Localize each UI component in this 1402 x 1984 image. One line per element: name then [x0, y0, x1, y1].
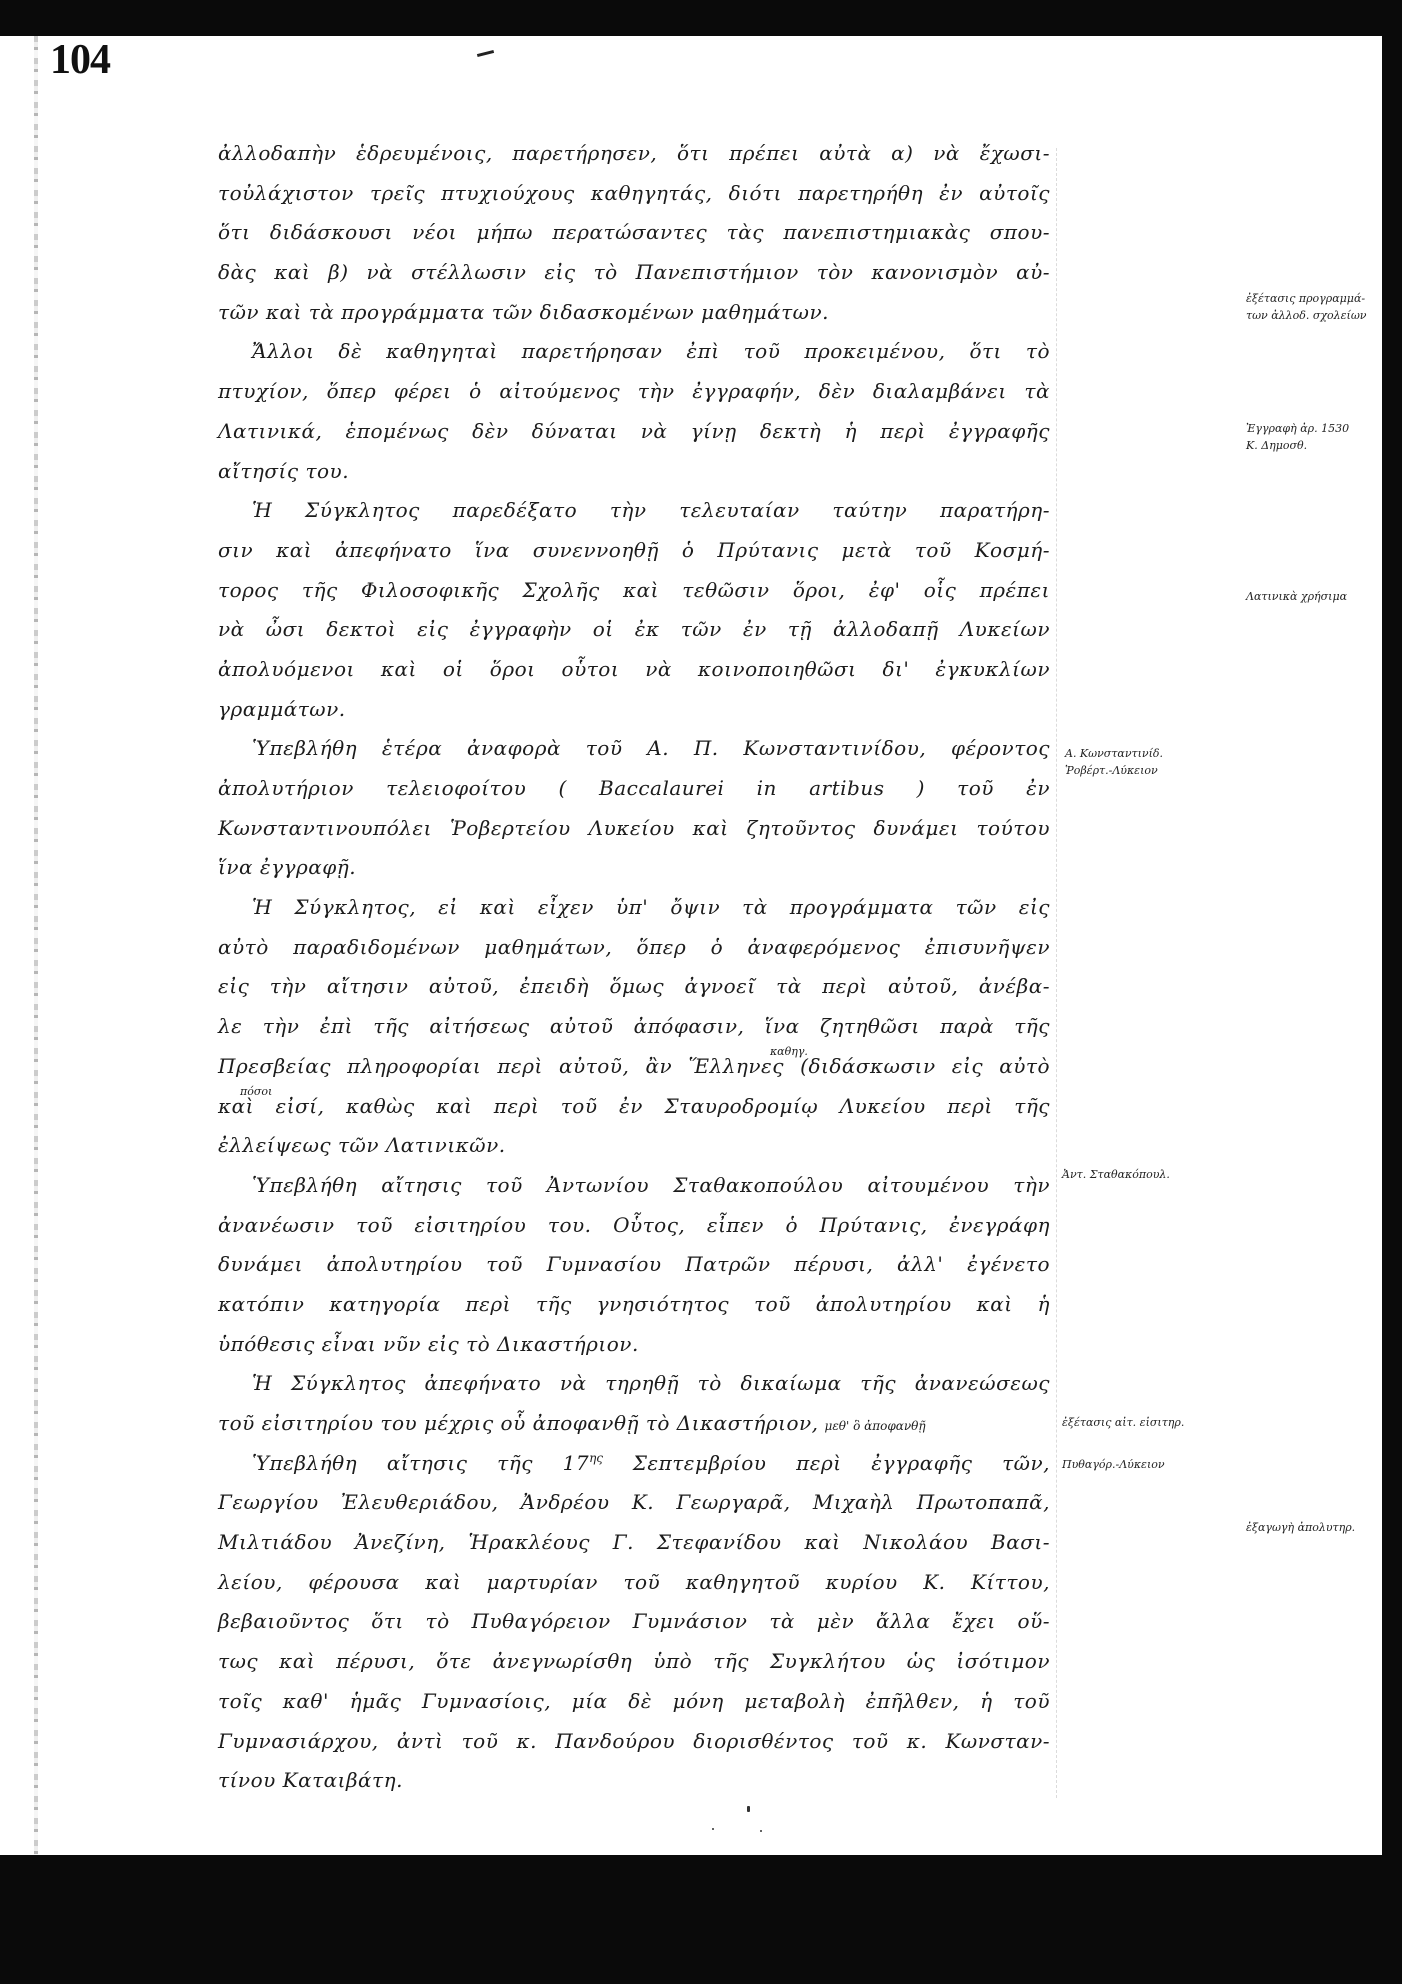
paragraph: [218, 134, 1050, 332]
text-line: δὰς καὶ β) νὰ στέλλωσιν εἰς τὸ Πανεπιστήμιον τὸν κανονισμὸν αὐ-: [218, 260, 1050, 285]
text-line: ἀπολυτήριον τελειοφοίτου ( Baccalaurei in artibus ) τοῦ ἐν: [218, 776, 1050, 800]
margin-note-line: των ἀλλοδ. σχολείων: [1246, 309, 1367, 322]
margin-note-line: ἐξαγωγὴ ἀπολυτηρ.: [1246, 1521, 1356, 1534]
text-line: λε τὴν ἐπὶ τῆς αἰτήσεως αὐτοῦ ἀπόφασιν, ἵνα ζητηθῶσι παρὰ τῆς: [218, 1014, 1050, 1039]
text-line: σιν καὶ ἀπεφήνατο ἵνα συνεννοηθῇ ὁ Πρύτανις μετὰ τοῦ Κοσμή-: [218, 537, 1050, 562]
text-line: Ἡ Σύγκλητος ἀπεφήνατο νὰ τηρηθῇ τὸ δικαίωμα τῆς ἀνανεώσεως: [252, 1371, 1050, 1396]
margin-note-line: Λατινικὰ χρήσιμα: [1246, 590, 1348, 603]
text-line: τοὐλάχιστον τρεῖς πτυχιούχους καθηγητάς, διότι παρετηρήθη ἐν αὐτοῖς: [218, 180, 1050, 205]
margin-note-line: Πυθαγόρ.-Λύκειον: [1062, 1458, 1165, 1471]
paragraph: [218, 1364, 1050, 1443]
text-line: Ὑπεβλήθη ἑτέρα ἀναφορὰ τοῦ Α. Π. Κωνσταντινίδου, φέροντος: [252, 736, 1050, 761]
text-line: τως καὶ πέρυσι, ὅτε ἀνεγνωρίσθη ὑπὸ τῆς Συγκλήτου ὡς ἰσότιμον: [218, 1649, 1050, 1674]
text-line: τῶν καὶ τὰ προγράμματα τῶν διδασκομένων μαθημάτων.: [218, 299, 829, 324]
text-line: ἀνανέωσιν τοῦ εἰσιτηρίου του. Οὗτος, εἶπεν ὁ Πρύτανις, ἐνεγράφη: [218, 1212, 1050, 1237]
text-segment: Σεπτεμβρίου περὶ ἐγγραφῆς τῶν,: [603, 1450, 1050, 1475]
paragraph: [218, 888, 1050, 1166]
margin-note: [1246, 1519, 1355, 1536]
margin-note: [1246, 420, 1349, 454]
text-line: ὑπόθεσις εἶναι νῦν εἰς τὸ Δικαστήριον.: [218, 1331, 639, 1356]
margin-note: [1062, 1166, 1170, 1183]
text-segment: Πρεσβείας πληροφορίαι περὶ αὐτοῦ, ἂν Ἕλληνες: [218, 1053, 784, 1078]
text-line: εἰς τὴν αἴτησιν αὐτοῦ, ἐπειδὴ ὅμως ἀγνοεῖ τὰ περὶ αὐτοῦ, ἀνέβα-: [218, 974, 1050, 999]
text-line: αἴτησίς του.: [218, 458, 350, 483]
margin-note-line: ἐξέτασις προγραμμά-: [1246, 292, 1366, 305]
text-line: ὅτι διδάσκουσι νέοι μήπω περατώσαντες τὰς πανεπιστημιακὰς σπου-: [218, 220, 1050, 245]
scan-speck: [712, 1828, 714, 1830]
text-line: ἵνα ἐγγραφῇ.: [218, 855, 357, 880]
text-line: λείου, φέρουσα καὶ μαρτυρίαν τοῦ καθηγητοῦ κυρίου Κ. Κίττου,: [218, 1569, 1050, 1594]
minutes-text: [218, 134, 1050, 1801]
margin-note: [1246, 290, 1367, 324]
ordinal-suffix: ης: [589, 1450, 603, 1465]
text-line: τοῖς καθ' ἡμᾶς Γυμνασίοις, μία δὲ μόνη μεταβολὴ ἐπῆλθεν, ἡ τοῦ: [218, 1688, 1050, 1713]
margin-note-line: Κ. Δημοσθ.: [1246, 439, 1308, 452]
text-line: νὰ ὦσι δεκτοὶ εἰς ἐγγραφὴν οἱ ἐκ τῶν ἐν τῇ ἀλλοδαπῇ Λυκείων: [218, 617, 1050, 642]
text-line: κατόπιν κατηγορία περὶ τῆς γνησιότητος τοῦ ἀπολυτηρίου καὶ ἡ: [218, 1291, 1050, 1316]
text-line: [218, 1404, 1050, 1444]
scan-border-right: [1382, 0, 1402, 1984]
text-line: [218, 1084, 1050, 1127]
text-line: Λατινικά, ἑπομένως δὲν δύναται νὰ γίνῃ δεκτὴ ἡ περὶ ἐγγραφῆς: [218, 418, 1050, 443]
text-line: ἀπολυόμενοι καὶ οἱ ὅροι οὗτοι νὰ κοινοποιηθῶσι δι' ἐγκυκλίων: [218, 656, 1050, 681]
scan-edge-left: [34, 36, 38, 1855]
paragraph: [218, 1444, 1050, 1801]
margin-note: [1246, 588, 1347, 605]
text-line: ἀλλοδαπὴν ἑδρευμένοις, παρετήρησεν, ὅτι πρέπει αὐτὰ α) νὰ ἔχωσι-: [218, 141, 1050, 165]
text-line: βεβαιοῦντος ὅτι τὸ Πυθαγόρειον Γυμνάσιον τὰ μὲν ἄλλα ἔχει οὕ-: [218, 1609, 1050, 1634]
text-line: τορος τῆς Φιλοσοφικῆς Σχολῆς καὶ τεθῶσιν ὅροι, ἐφ' οἷς πρέπει: [218, 577, 1050, 602]
margin-note-line: Ἐγγραφὴ ἀρ. 1530: [1246, 422, 1350, 435]
paragraph: [218, 491, 1050, 729]
margin-note: [1062, 1414, 1184, 1431]
pen-mark: [477, 50, 494, 57]
text-line: [218, 1444, 1050, 1484]
text-line: Ἡ Σύγκλητος, εἰ καὶ εἶχεν ὑπ' ὄψιν τὰ προγράμματα τῶν εἰς: [252, 895, 1050, 920]
text-line: Ἡ Σύγκλητος παρεδέξατο τὴν τελευταίαν ταύτην παρατήρη-: [252, 498, 1050, 523]
text-segment: καὶ: [218, 1093, 254, 1118]
paragraph: [218, 729, 1050, 888]
text-segment: εἰσί, καθὼς καὶ περὶ τοῦ ἐν Σταυροδρομίῳ Λυκείου περὶ τῆς: [253, 1093, 1050, 1118]
scan-speck: [760, 1830, 762, 1832]
text-line: Ἄλλοι δὲ καθηγηταὶ παρετήρησαν ἐπὶ τοῦ προκειμένου, ὅτι τὸ: [252, 339, 1050, 364]
margin-note: [1065, 745, 1163, 779]
scan-speck: [747, 1806, 750, 1812]
text-line: Κωνσταντινουπόλει Ῥοβερτείου Λυκείου καὶ ζητοῦντος δυνάμει τούτου: [218, 815, 1050, 840]
margin-note: [1062, 1456, 1165, 1473]
text-line: Μιλτιάδου Ἀνεζίνη, Ἡρακλέους Γ. Στεφανίδου καὶ Νικολάου Βασι-: [218, 1530, 1050, 1555]
text-segment: τοῦ εἰσιτηρίου του μέχρις οὗ ἀποφανθῇ τὸ Δικαστήριον,: [218, 1411, 819, 1435]
text-segment: (διδάσκωσιν εἰς αὐτὸ: [783, 1053, 1051, 1078]
text-line: γραμμάτων.: [218, 696, 346, 721]
page-number: 104: [50, 37, 110, 83]
text-line: ἐλλείψεως τῶν Λατινικῶν.: [218, 1133, 506, 1158]
margin-note-line: Α. Κωνσταντινίδ.: [1065, 747, 1164, 760]
added-note: μεθ' ὃ ἀποφανθῇ: [824, 1419, 926, 1433]
margin-note-line: Ἀντ. Σταθακόπουλ.: [1062, 1168, 1170, 1181]
text-line: αὐτὸ παραδιδομένων μαθημάτων, ὅπερ ὁ ἀναφερόμενος ἐπισυνῆψεν: [218, 934, 1050, 959]
text-segment: Ὑπεβλήθη αἴτησις τῆς 17: [252, 1450, 590, 1475]
text-line: δυνάμει ἀπολυτηρίου τοῦ Γυμνασίου Πατρῶν πέρυσι, ἀλλ' ἐγένετο: [218, 1252, 1050, 1277]
text-line: πτυχίον, ὅπερ φέρει ὁ αἰτούμενος τὴν ἐγγραφήν, δὲν διαλαμβάνει τὰ: [218, 379, 1050, 404]
insertion-text: καθηγ.: [769, 1044, 808, 1058]
text-line: [218, 1044, 1051, 1087]
margin-rule: [1056, 148, 1057, 1798]
paragraph: [218, 332, 1050, 491]
paragraph: [218, 1166, 1050, 1364]
insertion-text: πόσοι: [239, 1084, 273, 1098]
margin-note-line: Ῥοβέρτ.-Λύκειον: [1065, 764, 1158, 777]
margin-note-line: ἐξέτασις αἰτ. εἰσιτηρ.: [1062, 1416, 1185, 1429]
text-line: Γυμνασιάρχου, ἀντὶ τοῦ κ. Πανδούρου διορισθέντος τοῦ κ. Κωνσταν-: [218, 1728, 1050, 1753]
text-line: Γεωργίου Ἐλευθεριάδου, Ἀνδρέου Κ. Γεωργαρᾶ, Μιχαὴλ Πρωτοπαπᾶ,: [218, 1490, 1050, 1515]
text-line: τίνου Καταιβάτη.: [218, 1768, 403, 1793]
scan-border-top: [0, 0, 1402, 36]
scan-border-bottom: [0, 1855, 1402, 1984]
text-line: Ὑπεβλήθη αἴτησις τοῦ Ἀντωνίου Σταθακοπούλου αἰτουμένου τὴν: [252, 1172, 1050, 1197]
